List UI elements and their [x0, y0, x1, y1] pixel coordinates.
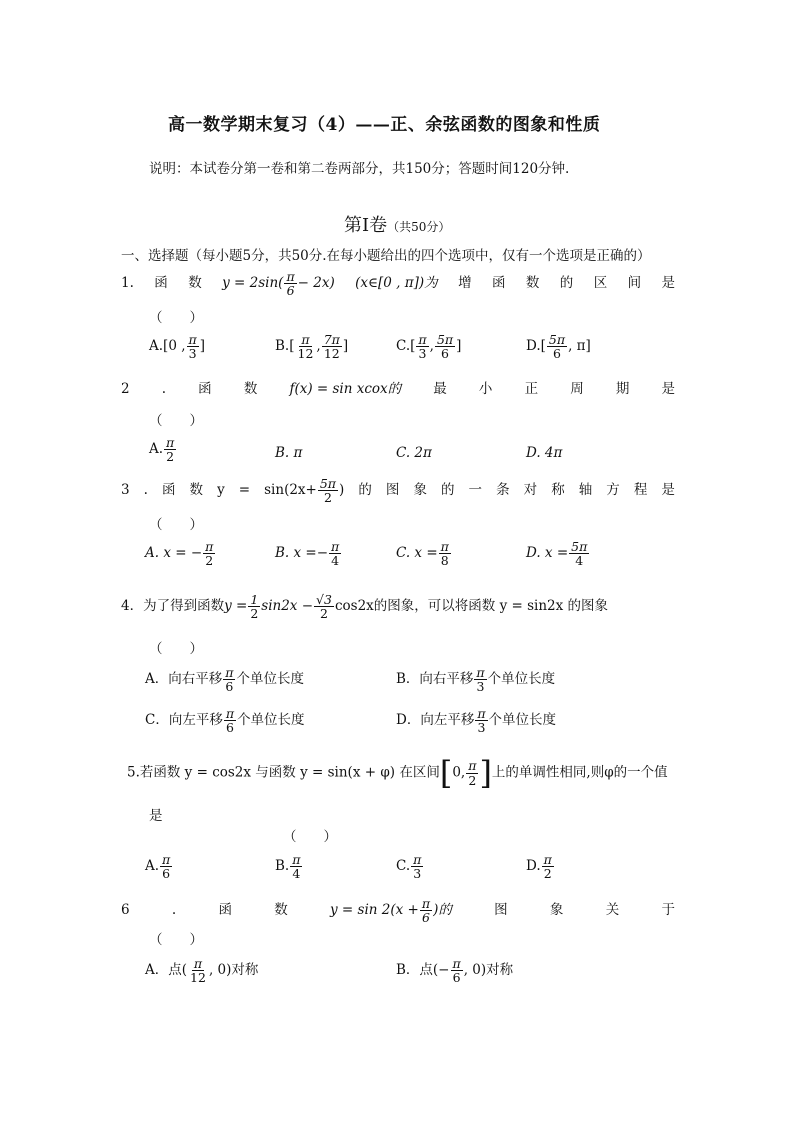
q4-end: cos2x的图象，可以将函数 y = sin2x 的图象: [334, 598, 609, 615]
section-heading: [344, 211, 450, 237]
q3-tail: 一: [468, 481, 483, 498]
q3-tail: 程: [633, 481, 648, 498]
q4-y: y =: [224, 598, 248, 615]
q5-lead: 5.若函数 y = cos2x 与函数 y = sin(x + φ) 在区间: [127, 764, 440, 781]
q3-tail: 轴: [578, 481, 593, 498]
q4-option-b: B．向右平移 $\frac{\pi}{3}$ 个单位长度: [396, 665, 556, 695]
q3-answer-blank: （ ）: [149, 517, 203, 533]
q1-tail: 的: [559, 274, 574, 291]
q5-end: 上的单调性相同,则φ的一个值: [491, 764, 668, 781]
q1-option-d: D.[ $\frac{5\pi}{6}$ , π]: [526, 332, 591, 362]
section-main: 第Ⅰ卷: [344, 215, 388, 236]
q3-word: 函: [161, 481, 176, 498]
q4-option-d: D．向左平移 $\frac{\pi}{3}$ 个单位长度: [396, 706, 557, 736]
q1-option-b: B.[ $\frac{\pi}{12}$ , $\frac{7\pi}{12}$ ]: [275, 332, 349, 362]
q5-option-c: C. $\frac{\pi}{3}$: [396, 852, 422, 882]
question-4-stem: [121, 593, 675, 620]
q1-tail: 函: [491, 274, 506, 291]
q2-tail: 周: [570, 381, 584, 397]
q1-word: 函: [154, 274, 168, 291]
q3-tail: 象: [413, 481, 427, 498]
q1-tail: 区: [593, 274, 608, 291]
q3-option-b: B. x =− $\frac{\pi}{4}$: [275, 539, 340, 569]
question-6-stem: [121, 897, 675, 924]
q5-bracket-right: ]: [479, 754, 492, 792]
q2-tail: 正: [524, 381, 539, 397]
q4-answer-blank: （ ）: [149, 641, 203, 657]
q3-word: 数: [189, 481, 204, 498]
q1-word: 数: [188, 274, 202, 291]
q6-tail: 关: [605, 901, 620, 918]
q2-answer-blank: （ ）: [149, 413, 203, 429]
q1-answer-blank: （ ）: [149, 310, 203, 326]
q5-continuation: 是: [149, 808, 163, 824]
q1-formula: y = 2sin( $\frac{\pi}{6}$ − 2x): [222, 269, 335, 299]
q6-dot: .: [171, 901, 177, 918]
q3-option-c: C. x = $\frac{\pi}{8}$: [396, 539, 449, 569]
q3-tail: 的: [441, 481, 455, 498]
q6-tail: 象: [549, 901, 564, 918]
q2-option-d: D. 4π: [526, 445, 563, 461]
q3-tail: 称: [551, 481, 565, 498]
exam-note: 说明：本试卷分第一卷和第二卷两部分，共150分；答题时间120分钟.: [149, 161, 570, 177]
q3-tail: 条: [496, 481, 510, 498]
q2-dot: .: [161, 381, 167, 397]
q3-equals: =: [238, 481, 251, 498]
q4-sqrt3-half: $\frac{√3}{2}$: [316, 592, 332, 622]
q4-option-c: C．向左平移 $\frac{\pi}{6}$ 个单位长度: [145, 706, 305, 736]
q6-option-b: B．点(− $\frac{\pi}{6}$ , 0)对称: [396, 956, 514, 986]
question-5-stem: 5.若函数 y = cos2x 与函数 y = sin(x + φ) 在区间[0, $\frac{\pi}{2}$ ]上的单调性相同,则φ的一个值: [127, 754, 668, 792]
q6-number: 6: [121, 901, 130, 918]
question-2-stem: [121, 383, 675, 397]
q2-formula: f(x) = sin xcox的: [289, 381, 402, 397]
q6-formula: y = sin 2(x + $\frac{\pi}{6}$ )的: [330, 896, 452, 926]
q6-tail: 于: [661, 901, 675, 918]
part-heading: 一、选择题（每小题5分，共50分.在每小题给出的四个选项中，仅有一个选项是正确的）: [121, 248, 651, 264]
q5-option-b: B. $\frac{\pi}{4}$: [275, 852, 301, 882]
q5-option-d: D. $\frac{\pi}{2}$: [526, 852, 552, 882]
q2-tail: 期: [615, 381, 630, 397]
q6-option-a: A．点( $\frac{\pi}{12}$ , 0)对称: [145, 956, 259, 986]
q5-bracket-left: [: [439, 754, 453, 792]
q3-tail: 方: [606, 481, 620, 498]
q4-lead: 4．为了得到函数: [121, 598, 225, 615]
q2-word: 数: [243, 381, 258, 397]
q5-option-a: A. $\frac{\pi}{6}$: [145, 852, 171, 882]
q1-option-a: A.[0 , $\frac{\pi}{3}$ ]: [149, 332, 205, 362]
q3-option-a: A. x = − $\frac{\pi}{2}$: [145, 539, 214, 569]
q2-option-b: B. π: [275, 445, 303, 461]
q3-y: y: [217, 481, 225, 498]
q1-option-c: C.[ $\frac{\pi}{3}$ , $\frac{5\pi}{6}$ ]: [396, 332, 462, 362]
q6-answer-blank: （ ）: [149, 932, 203, 948]
q6-tail: 图: [494, 901, 508, 918]
q2-option-c: C. 2π: [396, 445, 432, 461]
q1-domain: (x∈[0 , π])为: [355, 274, 438, 291]
q1-tail: 数: [525, 274, 540, 291]
q5-interval: 0,: [452, 764, 466, 781]
q2-tail: 最: [433, 381, 447, 397]
q2-word: 函: [198, 381, 212, 397]
question-3-stem: [121, 477, 675, 504]
question-1-stem: [121, 270, 675, 297]
page-title: 高一数学期末复习（4）——正、余弦函数的图象和性质: [168, 115, 601, 135]
q4-half: $\frac{1}{2}$: [250, 592, 259, 622]
q3-tail: 图: [385, 481, 400, 498]
q3-number: 3: [121, 481, 130, 498]
q2-tail: 是: [661, 381, 675, 397]
q3-tail: 的: [358, 481, 372, 498]
q6-word: 数: [274, 901, 288, 918]
q6-word: 函: [218, 901, 232, 918]
q2-tail: 小: [478, 381, 493, 397]
q1-tail: 增: [458, 274, 472, 291]
q3-tail: 是: [661, 481, 675, 498]
q3-dot: .: [143, 481, 148, 498]
q2-option-a: A. $\frac{\pi}{2}$: [149, 435, 175, 465]
q2-number: 2: [121, 381, 130, 397]
q1-tail: 是: [661, 274, 675, 291]
q3-formula: sin(2x+ $\frac{5\pi}{2}$ ): [264, 476, 345, 506]
q4-option-a: A．向右平移 $\frac{\pi}{6}$ 个单位长度: [145, 665, 304, 695]
q5-answer-blank: （ ）: [283, 829, 337, 845]
q4-mid: sin2x −: [261, 598, 314, 615]
q1-tail: 间: [627, 274, 642, 291]
q3-tail: 对: [523, 481, 538, 498]
q1-number: 1.: [121, 274, 134, 291]
section-sub: （共50分）: [387, 220, 451, 234]
q3-option-d: D. x = $\frac{5\pi}{4}$: [526, 539, 588, 569]
